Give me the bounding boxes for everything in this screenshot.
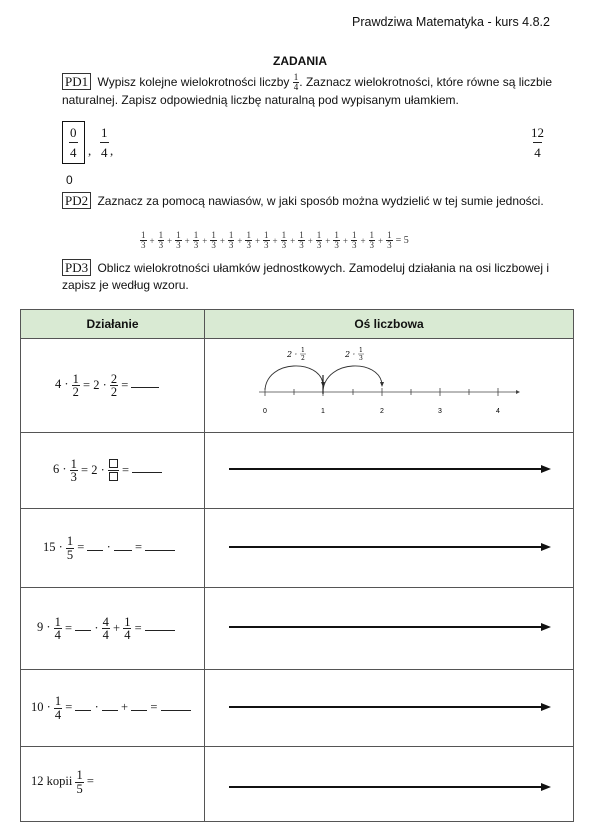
table-row <box>21 747 574 822</box>
example-number-line <box>205 339 573 429</box>
pd1-instruction <box>62 73 562 109</box>
arrow-line[interactable] <box>205 763 573 803</box>
arrow-line[interactable] <box>205 459 573 479</box>
sum-term: $\frac{1}{3}$ <box>141 230 146 250</box>
pd1-fraction: $\frac{1}{4}$ <box>293 72 299 93</box>
tick-label: 4 <box>496 408 500 415</box>
arrow-line[interactable] <box>205 537 573 557</box>
svg-text:1: 1 <box>359 347 363 354</box>
table-row <box>21 509 574 588</box>
exercise-table <box>20 309 574 822</box>
tick-label: 3 <box>438 408 442 415</box>
arrow-line[interactable] <box>205 697 573 717</box>
answer-blank[interactable] <box>131 387 159 388</box>
number-line[interactable] <box>205 509 574 588</box>
sum-term: $\frac{1}{3}$ <box>369 230 375 250</box>
sum-term: $\frac{1}{3}$ <box>281 230 287 250</box>
pd1-item-0: $\frac{0}{4}$ <box>62 121 85 164</box>
sum-term: $\frac{1}{3}$ <box>316 230 322 250</box>
answer-blank[interactable] <box>161 710 191 711</box>
pd3-tag: PD3 <box>62 259 91 276</box>
equation-4: 9 · $\frac{1}{4}$ = · $\frac{4}{4}$ + $\frac{1}{4}$ = <box>21 588 205 670</box>
answer-blank[interactable] <box>131 710 147 711</box>
number-line-example <box>205 339 574 433</box>
sum-term: $\frac{1}{3}$ <box>334 230 339 250</box>
answer-blank[interactable] <box>132 472 162 473</box>
jump-label: 2 · <box>345 350 356 359</box>
tick-label: 2 <box>380 408 384 415</box>
number-line[interactable] <box>205 433 574 509</box>
sum-term: $\frac{1}{3}$ <box>193 230 199 250</box>
sum-term: $\frac{1}{3}$ <box>351 230 357 250</box>
pd2-tag: PD2 <box>62 192 91 209</box>
pd1-text-b: . Zaznacz wielokrotności, które równe są liczbie naturalnej. Zapisz odpowiednią liczbę naturalną pod wypisanym ułamkiem. <box>62 75 553 108</box>
pd1-natural-label: 0 <box>66 173 73 187</box>
answer-blank[interactable] <box>75 630 91 631</box>
equation-3: 15 · $\frac{1}{5}$ = · = <box>21 509 205 588</box>
svg-text:1: 1 <box>301 347 305 354</box>
answer-blank[interactable] <box>145 550 175 551</box>
answer-blank[interactable] <box>102 710 118 711</box>
equation-2: 6 · $\frac{1}{3}$ = 2 · = <box>21 433 205 509</box>
header-dzialanie: Działanie <box>21 310 205 339</box>
sum-term: $\frac{1}{3}$ <box>387 230 392 250</box>
sum-term: $\frac{1}{3}$ <box>228 230 234 250</box>
header-os-liczbowa: Oś liczbowa <box>205 310 574 339</box>
pd3-instruction: PD3 Oblicz wielokrotności ułamków jednostkowych. Zamodeluj działania na osi liczbowej i zapisz je według wzoru. <box>62 260 550 292</box>
number-line[interactable] <box>205 588 574 670</box>
pd1-item-1: $\frac{1}{4}$ <box>101 125 108 160</box>
equation-5: 10 · $\frac{1}{4}$ = · + = <box>21 670 205 747</box>
number-line[interactable] <box>205 670 574 747</box>
tick-label: 1 <box>321 408 325 415</box>
answer-blank[interactable] <box>75 710 91 711</box>
answer-blank[interactable] <box>114 550 132 551</box>
sum-term: $\frac{1}{3}$ <box>211 230 216 250</box>
pd2-sum: $\frac{1}{3}$ + $\frac{1}{3}$ + $\frac{1}{3}$ + $\frac{1}{3}$ + $\frac{1}{3}$ + $\frac{1}{3}$ + $\frac{1}{3}$ + $\frac{1}{3}$ + $\frac{1}{3}$ + $\frac{1}{3}$ + $\frac{1}{3}$ + $\frac{1}{3}$ + $\frac{1}{3}$ + $\frac{1}{3}$ + $\frac{1}{3}$ = 5 <box>141 230 409 250</box>
pd1-text-a: Wypisz kolejne wielokrotności liczby <box>97 75 290 89</box>
svg-text:3: 3 <box>359 355 363 362</box>
pd1-tag: PD1 <box>62 73 91 90</box>
table-row <box>21 339 574 433</box>
sum-term: $\frac{1}{3}$ <box>264 230 269 250</box>
sum-result: = 5 <box>395 235 409 246</box>
equation-6: 12 kopii $\frac{1}{5}$ = <box>21 747 205 822</box>
jump-label: 2 · <box>287 350 298 359</box>
table-row <box>21 433 574 509</box>
table-row <box>21 670 574 747</box>
pd2-instruction: PD2 Zaznacz za pomocą nawiasów, w jaki sposób można wydzielić w tej sumie jedności. <box>62 192 562 210</box>
answer-blank[interactable] <box>145 630 175 631</box>
sum-term: $\frac{1}{3}$ <box>158 230 164 250</box>
tick-label: 0 <box>263 408 267 415</box>
arrow-line[interactable] <box>205 617 573 637</box>
sum-term: $\frac{1}{3}$ <box>246 230 251 250</box>
sum-term: $\frac{1}{3}$ <box>299 230 304 250</box>
equation-1: 4 · $\frac{1}{2}$ = 2 · $\frac{2}{2}$ = <box>21 339 205 433</box>
svg-text:2: 2 <box>301 355 305 362</box>
course-header: Prawdziwa Matematyka - kurs 4.8.2 <box>352 15 550 29</box>
pd1-item-12: $\frac{12}{4}$ <box>531 125 544 160</box>
number-line[interactable] <box>205 747 574 822</box>
table-row <box>21 588 574 670</box>
answer-blank[interactable] <box>87 550 103 551</box>
section-title: ZADANIA <box>273 54 327 68</box>
sum-term: $\frac{1}{3}$ <box>176 230 181 250</box>
